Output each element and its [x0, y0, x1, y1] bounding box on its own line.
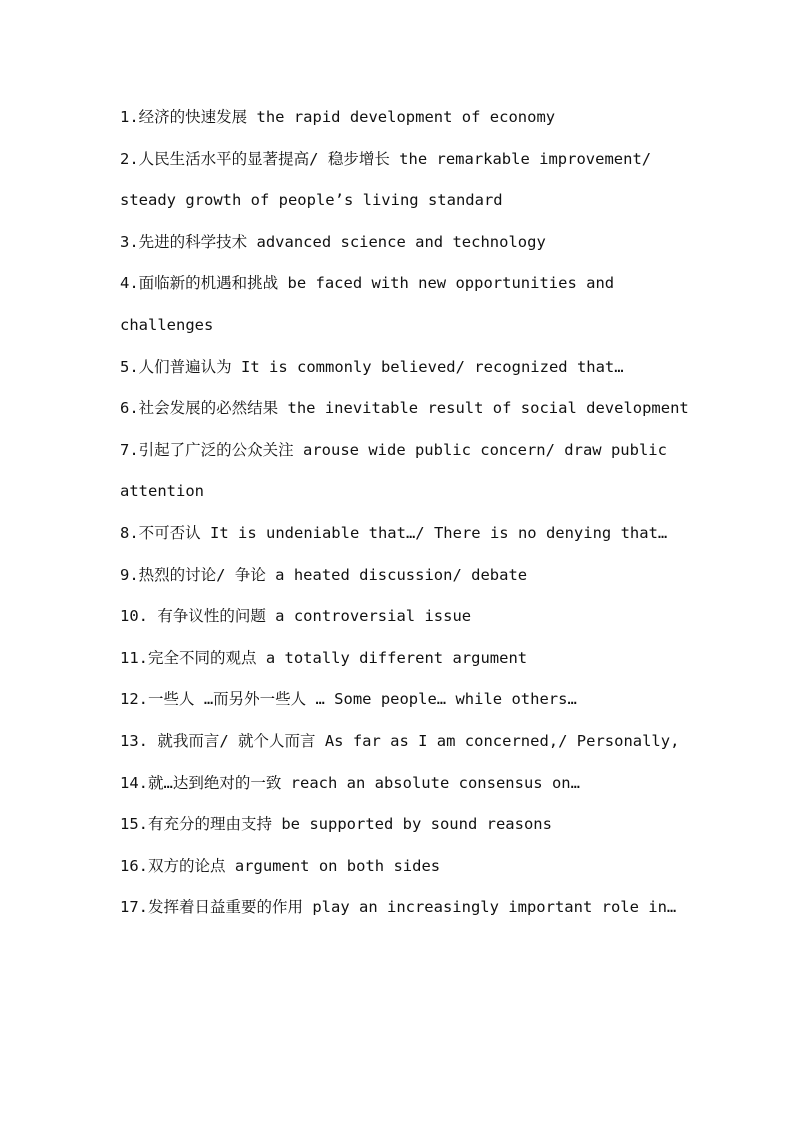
- list-item: 14.就…达到绝对的一致 reach an absolute consensus on…: [120, 773, 580, 792]
- list-item: 11.完全不同的观点 a totally different argument: [120, 648, 528, 667]
- list-item: 17.发挥着日益重要的作用 play an increasingly important role in…: [120, 898, 677, 917]
- list-item: 12.一些人 …而另外一些人 … Some people… while others…: [120, 690, 577, 709]
- list-item: 6.社会发展的必然结果 the inevitable result of social development: [120, 399, 689, 418]
- list-item: 10. 有争议性的问题 a controversial issue: [120, 607, 472, 626]
- list-item: 16.双方的论点 argument on both sides: [120, 856, 441, 875]
- list-item: 1.经济的快速发展 the rapid development of economy: [120, 108, 556, 126]
- list-item: 8.不可否认 It is undeniable that…/ There is no denying that…: [120, 523, 668, 542]
- list-item: 5.人们普遍认为 It is commonly believed/ recognized that…: [120, 357, 624, 376]
- list-item: 7.引起了广泛的公众关注 arouse wide public concern/ draw public attention: [120, 440, 667, 501]
- list-item: 4.面临新的机遇和挑战 be faced with new opportunities and challenges: [120, 274, 615, 334]
- list-item: 2.人民生活水平的显著提高/ 稳步增长 the remarkable improvement/ steady growth of people’s living standard: [120, 149, 652, 210]
- list-item: 15.有充分的理由支持 be supported by sound reasons: [120, 815, 552, 834]
- list-item: 3.先进的科学技术 advanced science and technology: [120, 232, 546, 251]
- list-item: 13. 就我而言/ 就个人而言 As far as I am concerned,/ Personally,: [120, 731, 680, 750]
- list-item: 9.热烈的讨论/ 争论 a heated discussion/ debate: [120, 565, 528, 584]
- phrase-list: [120, 97, 690, 929]
